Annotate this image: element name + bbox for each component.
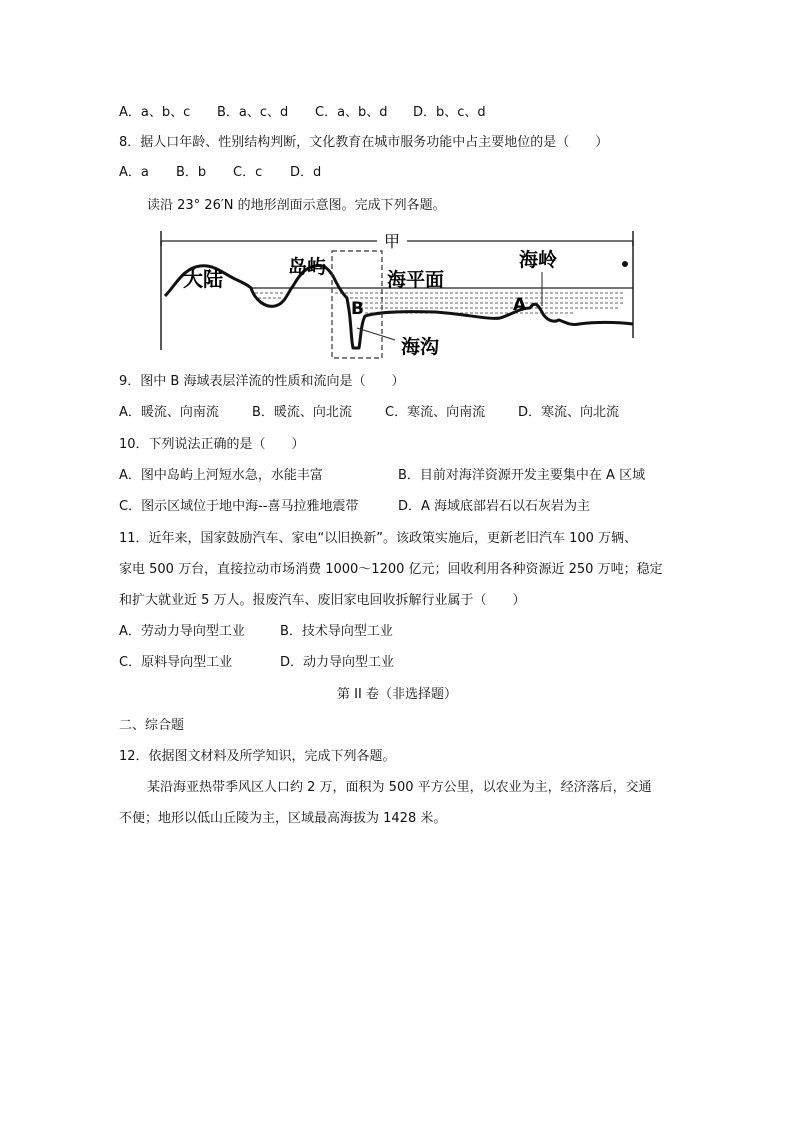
q8-option-d: D．d bbox=[290, 165, 322, 180]
trench-leader bbox=[357, 328, 395, 340]
q8-stem: 8．据人口年龄、性别结构判断，文化教育在城市服务功能中占主要地位的是（ ） bbox=[119, 135, 609, 150]
q12-stem: 12．依据图文材料及所学知识，完成下列各题。 bbox=[119, 749, 396, 764]
q11-stem-line-3: 和扩大就业近 5 万人。报废汽车、废旧家电回收拆解行业属于（ ） bbox=[119, 593, 526, 608]
label-b: B bbox=[351, 299, 364, 319]
q8-option-a: A．a bbox=[119, 165, 149, 180]
label-mainland: 大陆 bbox=[183, 267, 223, 291]
q8-option-b: B．b bbox=[176, 165, 207, 180]
label-sea-level: 海平面 bbox=[387, 269, 445, 291]
q7-option-c: C．a、b、d bbox=[315, 105, 388, 120]
label-trench: 海沟 bbox=[401, 336, 440, 358]
q12-material-line-1: 某沿海亚热带季风区人口约 2 万，面积为 500 平方公里，以农业为主，经济落后，交通 bbox=[147, 780, 652, 795]
label-island: 岛屿 bbox=[288, 256, 327, 278]
q11-option-c: C．原料导向型工业 bbox=[119, 655, 233, 670]
q10-option-d: D．A 海域底部岩石以石灰岩为主 bbox=[398, 499, 591, 514]
q10-stem: 10．下列说法正确的是（ ） bbox=[119, 437, 305, 452]
q7-option-a: A．a、b、c bbox=[119, 105, 191, 120]
label-ridge: 海岭 bbox=[519, 249, 558, 271]
q8-option-c: C．c bbox=[233, 165, 263, 180]
q11-option-d: D．动力导向型工业 bbox=[280, 655, 395, 670]
water-hatching bbox=[255, 293, 625, 313]
section2-heading: 二、综合题 bbox=[119, 718, 185, 733]
part2-title: 第 II 卷（非选择题） bbox=[337, 687, 457, 702]
q10-option-b: B．目前对海洋资源开发主要集中在 A 区域 bbox=[398, 468, 646, 483]
terrain-profile-figure bbox=[155, 228, 642, 363]
label-a: A bbox=[513, 295, 527, 315]
q9-option-d: D．寒流、向北流 bbox=[518, 405, 620, 420]
figure-intro: 读沿 23° 26′N 的地形剖面示意图。完成下列各题。 bbox=[147, 198, 446, 213]
q11-stem-line-2: 家电 500 万台，直接拉动市场消费 1000～1200 亿元；回收利用各种资源近 250 万吨；稳定 bbox=[119, 562, 663, 577]
q11-option-a: A．劳动力导向型工业 bbox=[119, 624, 245, 639]
q11-option-b: B．技术导向型工业 bbox=[280, 624, 393, 639]
q7-option-b: B．a、c、d bbox=[217, 105, 289, 120]
q12-material-line-2: 不便；地形以低山丘陵为主，区域最高海拔为 1428 米。 bbox=[119, 811, 447, 826]
label-jia: 甲 bbox=[383, 232, 401, 251]
q9-option-a: A．暖流、向南流 bbox=[119, 405, 219, 420]
q11-stem-line-1: 11．近年来，国家鼓励汽车、家电“以旧换新”。该政策实施后，更新老旧汽车 100 万辆、 bbox=[119, 531, 638, 546]
q9-stem: 9．图中 B 海域表层洋流的性质和流向是（ ） bbox=[119, 374, 405, 389]
q7-option-d: D．b、c、d bbox=[413, 105, 486, 120]
q9-option-c: C．寒流、向南流 bbox=[385, 405, 486, 420]
marker-dot bbox=[622, 261, 628, 267]
q9-option-b: B．暖流、向北流 bbox=[252, 405, 352, 420]
q10-option-c: C．图示区域位于地中海--喜马拉雅地震带 bbox=[119, 499, 359, 514]
q10-option-a: A．图中岛屿上河短水急，水能丰富 bbox=[119, 468, 323, 483]
